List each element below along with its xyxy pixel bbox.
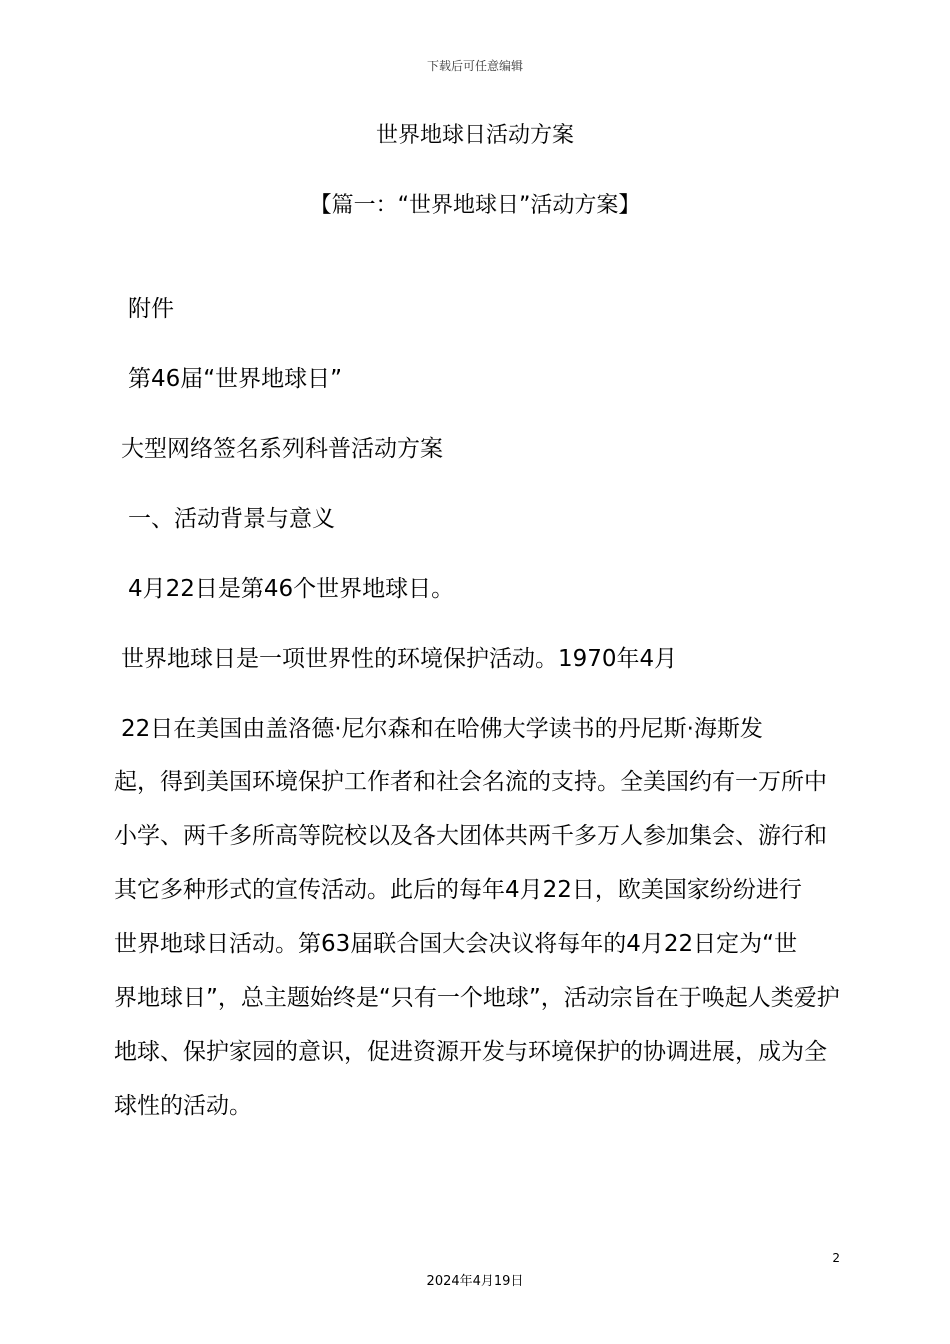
footer-date: 2024年4月19日 [426, 1274, 524, 1289]
body-line: 世界地球日活动。第63届联合国大会决议将每年的4月22日定为“世 [114, 931, 798, 957]
body-line: 起，得到美国环境保护工作者和社会名流的支持。全美国约有一万所中 [114, 769, 827, 795]
body-line: 地球、保护家园的意识，促进资源开发与环境保护的协调进展，成为全 [114, 1039, 827, 1065]
edition-line: 第46届“世界地球日” [128, 366, 343, 392]
body-line: 球性的活动。 [114, 1093, 252, 1119]
document-subtitle: 【篇一：“世界地球日”活动方案】 [309, 193, 641, 218]
attachment-label: 附件 [128, 296, 174, 322]
body-line: 界地球日”，总主题始终是“只有一个地球”，活动宗旨在于唤起人类爱护 [114, 985, 840, 1011]
body-line: 其它多种形式的宣传活动。此后的每年4月22日，欧美国家纷纷进行 [114, 877, 802, 903]
document-title: 世界地球日活动方案 [375, 123, 574, 148]
date-line: 4月22日是第46个世界地球日。 [128, 576, 455, 602]
section-heading: 一、活动背景与意义 [128, 506, 335, 532]
body-line: 小学、两千多所高等院校以及各大团体共两千多万人参加集会、游行和 [114, 823, 827, 849]
program-title: 大型网络签名系列科普活动方案 [121, 436, 443, 462]
intro-line: 世界地球日是一项世界性的环境保护活动。1970年4月 [121, 646, 678, 672]
body-line: 22日在美国由盖洛德·尼尔森和在哈佛大学读书的丹尼斯·海斯发 [121, 716, 763, 742]
header-note: 下载后可任意编辑 [426, 59, 523, 73]
page-number: 2 [832, 1251, 840, 1265]
